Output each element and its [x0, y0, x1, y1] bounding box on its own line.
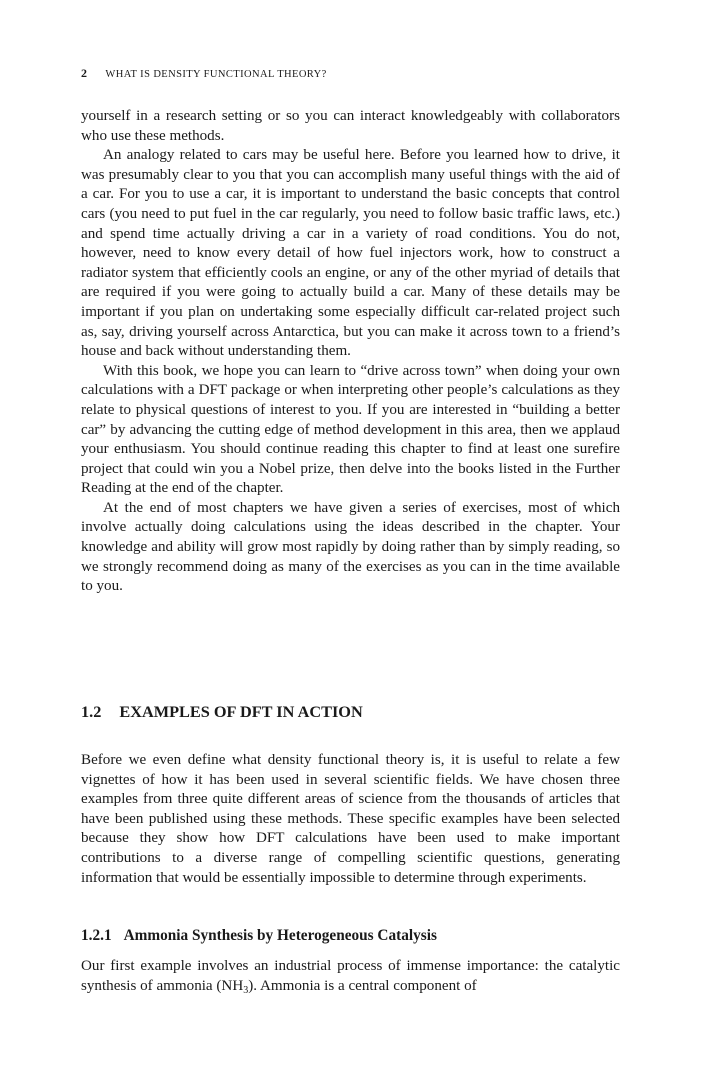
- paragraph-dft-vignettes: Before we even define what density functional theory is, it is useful to relate a few vignettes of how it has been used in several scientific fields. We have chosen three examples from three quite different areas of science from the thousands of articles that have been published using these methods. These specific examples have been selected because they show how DFT calculations have been used to make important contributions to a diverse range of compelling scientific questions, generating information that would be essentially impossible to determine through experiments.: [81, 752, 620, 886]
- section-heading: [81, 702, 620, 722]
- paragraph-car-analogy: An analogy related to cars may be useful here. Before you learned how to drive, it was presumably clear to you that you can accomplish many useful things with the aid of a car. For you to use a car, it is important to understand the basic concepts that control cars (you need to put fuel in the car regularly, you need to follow basic traffic laws, etc.) and spend time actually driving a car in a variety of road conditions. You do not, however, need to know every detail of how fuel injectors work, how to construct a radiator system that efficiently cools an engine, or any of the other myriad of details that are required if you were going to actually build a car. Many of these details may be important if you plan on undertaking some especially difficult car-related project such as, say, driving yourself across Antarctica, but you can make it across town to a friend’s house and back without understanding them.: [81, 147, 620, 360]
- running-head: [81, 66, 620, 82]
- chapter-running-title: WHAT IS DENSITY FUNCTIONAL THEORY?: [105, 69, 327, 80]
- paragraph-continued: yourself in a research setting or so you can interact knowledgeably with collaborators who use these methods.: [81, 108, 620, 144]
- formula-subscript: 3: [243, 984, 249, 996]
- paragraph-exercises: At the end of most chapters we have given a series of exercises, most of which involve actually doing calculations using the ideas described in the chapter. Your knowledge and ability will grow most rapidly by doing rather than by simply reading, so we strongly recommend doing as many of the exercises as you can in the time available to you.: [81, 499, 620, 595]
- page-number: 2: [81, 66, 88, 80]
- subsection-number: 1.2.1: [81, 927, 112, 944]
- ammonia-text-end: ). Ammonia is a central component of: [248, 977, 477, 994]
- subsection-body: [81, 957, 620, 996]
- section-number: 1.2: [81, 702, 102, 721]
- section-body: [81, 751, 620, 888]
- paragraph-drive-across-town: With this book, we hope you can learn to “drive across town” when doing your own calculations with a DFT package or when interpreting other people’s calculations as they relate to physical questions of interest to you. If you are interested in “building a better car” by advancing the cutting edge of method development in this area, then we applaud your enthusiasm. You should continue reading this chapter to find at least one surefire project that could win you a Nobel prize, then delve into the books listed in the Further Reading at the end of the chapter.: [81, 362, 620, 497]
- paragraph-ammonia: [81, 957, 620, 996]
- subsection-heading: [81, 926, 620, 946]
- subsection-title: Ammonia Synthesis by Heterogeneous Catalysis: [123, 927, 437, 944]
- ammonia-text-start: Our first example involves an industrial process of immense importance: the catalytic synthesis of ammonia (NH: [81, 958, 620, 994]
- section-title: EXAMPLES OF DFT IN ACTION: [119, 702, 363, 721]
- text-block-top: [81, 107, 620, 597]
